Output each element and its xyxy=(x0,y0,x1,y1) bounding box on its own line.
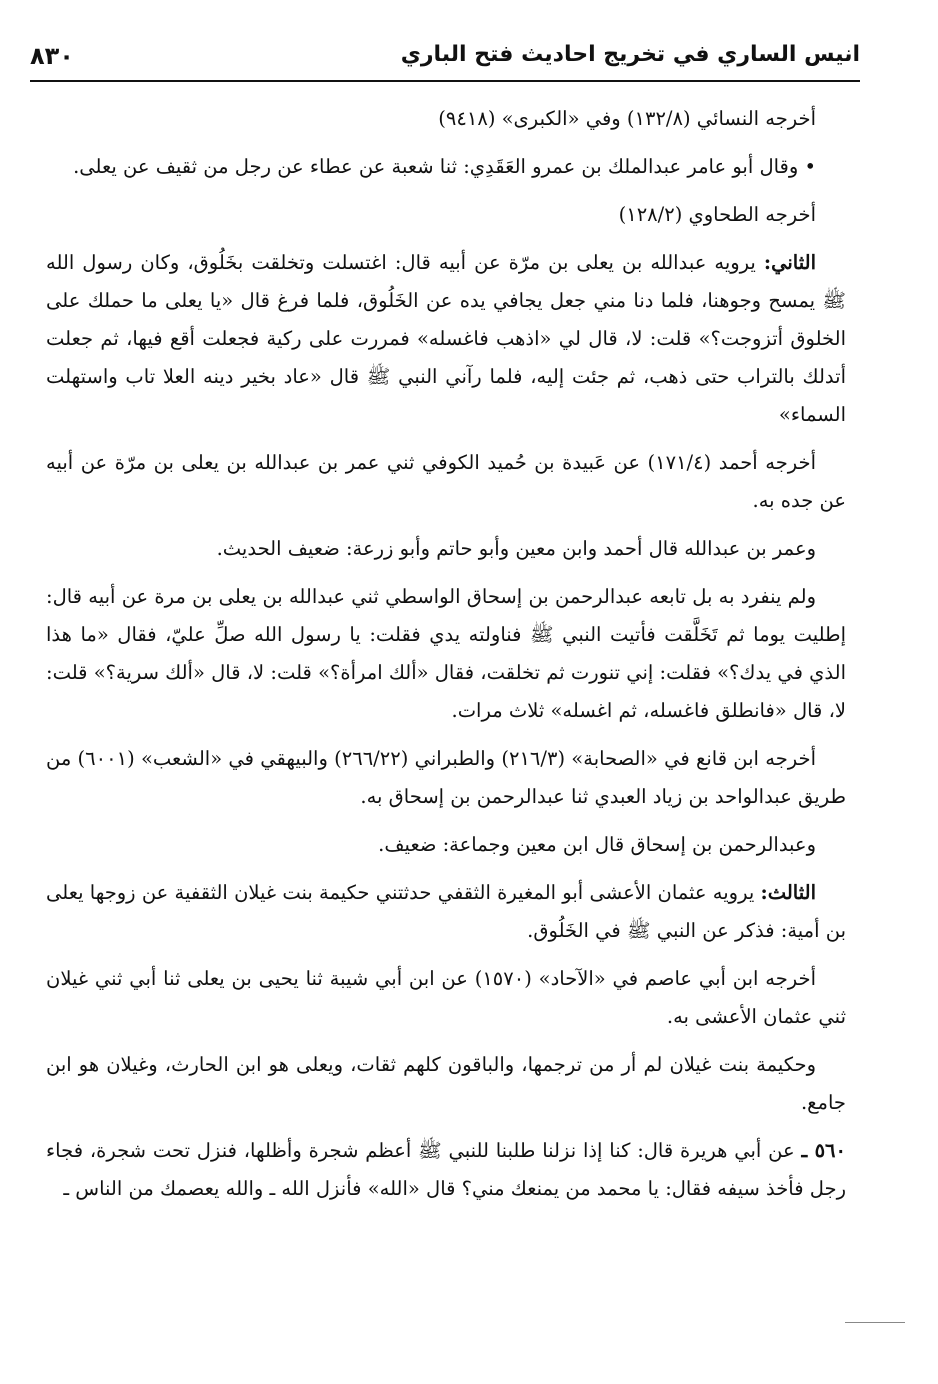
paragraph-takhrij-ibn-qani xyxy=(46,740,846,816)
page-number: ٨٣٠ xyxy=(30,42,74,70)
paragraph-text: يرويه عثمان الأعشى أبو المغيرة الثقفي حدثتني حكيمة بنت غيلان الثقفية عن زوجها يعلى بن أمية: فذكر عن النبي ﷺ في الخَلُوق. xyxy=(46,881,846,942)
hadith-560 xyxy=(46,1132,846,1208)
paragraph-abu-amir xyxy=(46,148,846,186)
paragraph-text: أخرجه ابن أبي عاصم في «الآحاد» (١٥٧٠) عن ابن أبي شيبة ثنا يحيى بن يعلى ثنا أبي ثني غيلان ثني عثمان الأعشى به. xyxy=(46,967,846,1028)
paragraph-umar-grading xyxy=(46,530,846,568)
paragraph-takhrij-ibn-abi-asim xyxy=(46,960,846,1036)
section-lead: الثالث: xyxy=(760,881,816,904)
section-lead: الثاني: xyxy=(763,251,816,274)
running-title: انيس الساري في تخريج احاديث فتح الباري xyxy=(400,42,860,67)
footer-rule xyxy=(845,1322,905,1323)
paragraph-mutaba xyxy=(46,578,846,730)
header-rule xyxy=(30,80,860,82)
page-header xyxy=(30,40,860,82)
hadith-number: ٥٦٠ ـ xyxy=(801,1139,846,1162)
paragraph-takhrij-tahawi xyxy=(46,196,846,234)
paragraph-text: أخرجه أحمد (١٧١/٤) عن عَبيدة بن حُميد الكوفي ثني عمر بن عبدالله بن يعلى بن مرّة عن أبيه عن جده به. xyxy=(46,451,846,512)
paragraph-text: أخرجه الطحاوي (١٢٨/٢) xyxy=(618,203,816,226)
paragraph-text: وعبدالرحمن بن إسحاق قال ابن معين وجماعة: ضعيف. xyxy=(378,833,816,856)
paragraph-second-route xyxy=(46,244,846,434)
paragraph-takhrij-nasai xyxy=(46,100,846,138)
paragraph-hakima-note xyxy=(46,1046,846,1122)
main-text xyxy=(46,100,846,1218)
paragraph-text: • وقال أبو عامر عبدالملك بن عمرو العَقَدِي: ثنا شعبة عن عطاء عن رجل من ثقيف عن يعلى. xyxy=(73,155,816,178)
paragraph-text: يرويه عبدالله بن يعلى بن مرّة عن أبيه قال: اغتسلت وتخلقت بخَلُوق، وكان رسول الله ﷺ يمسح وجوهنا، فلما دنا مني جعل يجافي يده عن الخَلُوق، فلما فرغ قال «يا يعلى ما حملك على الخلوق أتزوجت؟» قلت: لا، قال لي «اذهب فاغسله» فمررت على ركية فجعلت أقع فيها، ثم جعلت أتدلك بالتراب حتى ذهب، ثم جئت إليه، فلما رآني النبي ﷺ قال «عاد بخير دينه العلا تاب واستهلت السماء» xyxy=(46,251,846,426)
paragraph-text: أخرجه ابن قانع في «الصحابة» (٢١٦/٣) والطبراني (٢٦٦/٢٢) والبيهقي في «الشعب» (٦٠٠١) من طريق عبدالواحد بن زياد العبدي ثنا عبدالرحمن بن إسحاق به. xyxy=(46,747,846,808)
paragraph-text: وعمر بن عبدالله قال أحمد وابن معين وأبو حاتم وأبو زرعة: ضعيف الحديث. xyxy=(216,537,816,560)
paragraph-text: عن أبي هريرة قال: كنا إذا نزلنا طلبنا للنبي ﷺ أعظم شجرة وأظلها، فنزل تحت شجرة، فجاء رجل فأخذ سيفه فقال: يا محمد من يمنعك مني؟ قال «الله» فأنزل الله ـ والله يعصمك من الناس ـ xyxy=(46,1139,846,1200)
paragraph-takhrij-ahmad xyxy=(46,444,846,520)
paragraph-third-route xyxy=(46,874,846,950)
paragraph-text: أخرجه النسائي (١٣٢/٨) وفي «الكبرى» (٩٤١٨) xyxy=(438,107,816,130)
paragraph-text: ولم ينفرد به بل تابعه عبدالرحمن بن إسحاق الواسطي ثني عبدالله بن يعلى بن مرة عن أبيه قال: إطليت يوما ثم تَخَلَّقت فأتيت النبي ﷺ فناولته يدي فقلت: يا رسول الله صلِّ عليّ، فقال «ما هذا الذي في يدك؟» فقلت: إني تنورت ثم تخلقت، فقال «ألك امرأة؟» قلت: لا، قال «ألك سرية؟» قلت: لا، قال «فانطلق فاغسله، ثم اغسله» ثلاث مرات. xyxy=(46,585,846,722)
paragraph-abdurrahman-grading xyxy=(46,826,846,864)
paragraph-text: وحكيمة بنت غيلان لم أر من ترجمها، والباقون كلهم ثقات، ويعلى هو ابن الحارث، وغيلان هو ابن جامع. xyxy=(46,1053,846,1114)
